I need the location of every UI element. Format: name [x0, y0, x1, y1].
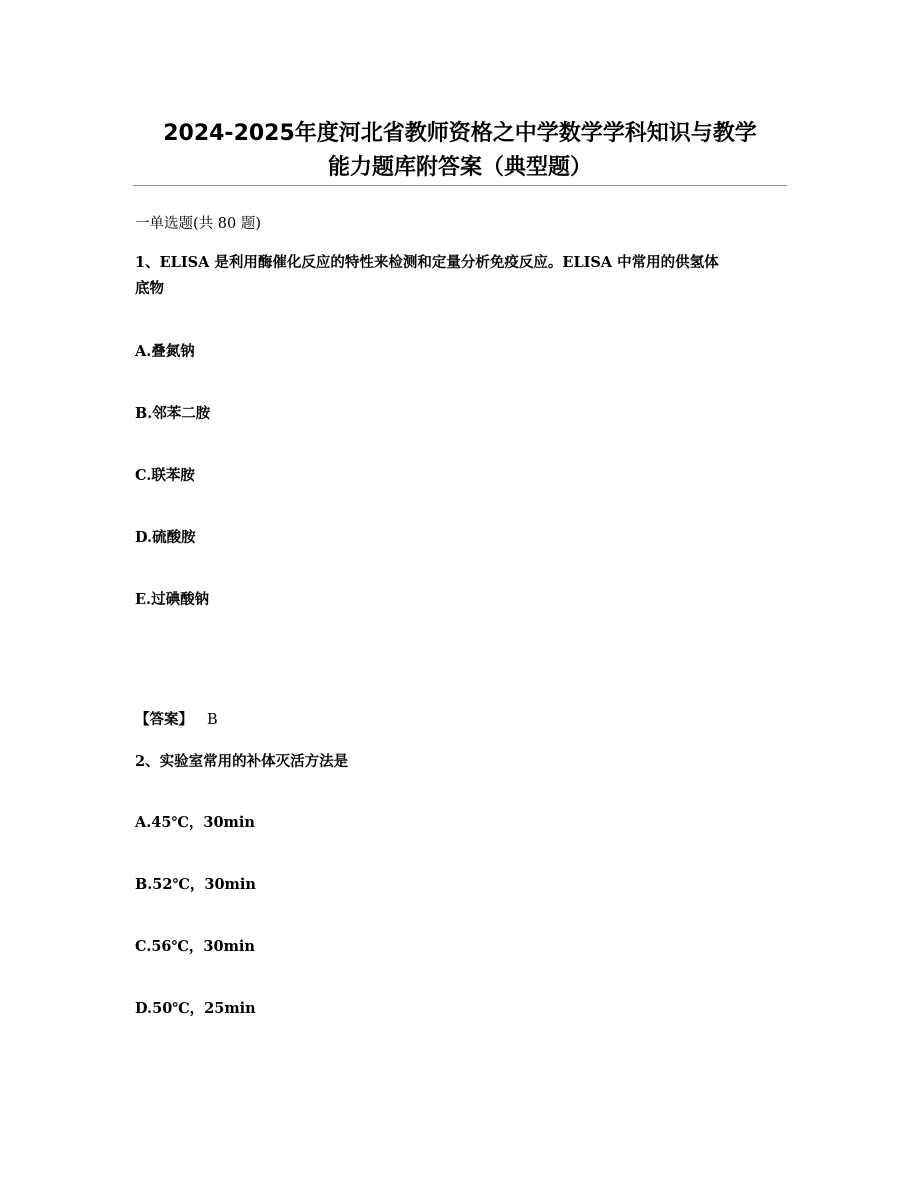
- question-1-option-a: A.叠氮钠: [135, 343, 195, 360]
- question-2-option-b: B.52℃，30min: [135, 876, 256, 893]
- question-1-answer: [135, 708, 218, 729]
- document-title-line-2: 能力题库附答案（典型题）: [327, 155, 592, 180]
- section-heading: 一单选题(共 80 题): [135, 216, 261, 232]
- question-1-option-b: B.邻苯二胺: [135, 405, 211, 422]
- question-1-stem-line-1: 1、ELISA 是利用酶催化反应的特性来检测和定量分析免疫反应。ELISA 中常用的供氢体: [135, 254, 719, 271]
- answer-label: 【答案】: [135, 711, 193, 728]
- question-2-option-d: D.50℃，25min: [135, 1000, 256, 1017]
- answer-value: B: [207, 712, 218, 728]
- question-1-stem-line-2: 底物: [135, 280, 164, 297]
- question-2-option-a: A.45℃，30min: [135, 814, 255, 831]
- question-2-stem: 2、实验室常用的补体灭活方法是: [135, 753, 349, 770]
- document-title-line-1: 2024-2025年度河北省教师资格之中学数学学科知识与教学: [163, 121, 757, 146]
- question-1-option-e: E.过碘酸钠: [135, 591, 210, 608]
- question-1-option-d: D.硫酸胺: [135, 529, 196, 546]
- question-2-option-c: C.56℃，30min: [135, 938, 255, 955]
- title-divider: [133, 185, 787, 186]
- question-1-option-c: C.联苯胺: [135, 467, 195, 484]
